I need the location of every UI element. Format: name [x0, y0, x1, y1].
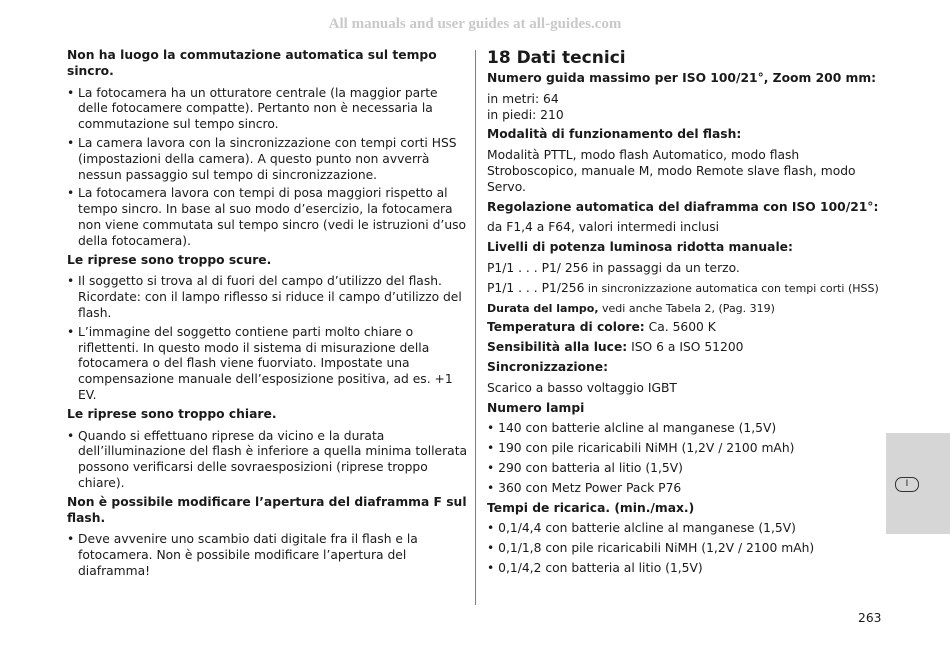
list-item: • Deve avvenire uno scambio dati digitale fra il flash e la fotocamera. Non è possibile modificare l’apertura del diaframma!: [67, 532, 469, 579]
flash-duration-label: Durata del lampo,: [487, 301, 599, 315]
language-tab-badge: I: [895, 477, 919, 492]
list-item: • Il soggetto si trova al di fuori del campo d’utilizzo del flash. Ricordate: con il lampo riflesso si riduce il campo d’utilizzo del flash.: [67, 274, 469, 321]
list-item: • La fotocamera ha un otturatore centrale (la maggior parte delle fotocamere compatte). Pertanto non è necessaria la commutazione sul tempo sincro.: [67, 86, 469, 133]
list-item: • 140 con batterie alcline al manganese (1,5V): [487, 421, 777, 436]
color-temperature-value: Ca. 5600 K: [644, 320, 716, 335]
list-item: • 0,1/1,8 con pile ricaricabili NiMH (1,2V / 2100 mAh): [487, 541, 815, 556]
list-item: • Quando si effettuano riprese da vicino e la durata dell’illuminazione del flash è inferiore a quella minima tollerata possono verificarsi delle sovraesposizioni (riprese troppo chiare).: [67, 429, 469, 492]
page-number: 263: [858, 611, 882, 625]
color-temperature: [487, 320, 879, 336]
section-aperture-list: [67, 532, 469, 579]
guide-number-meters: in metri: 64: [487, 91, 559, 106]
list-item: • La camera lavora con la sincronizzazione con tempi corti HSS (impostazioni della camera). A questo punto non avverrà nessun passaggio sul tempo di sincronizzazione.: [67, 136, 469, 183]
section-sync-list: [67, 86, 469, 250]
section-dark-list: [67, 274, 469, 403]
list-item: • L’immagine del soggetto contiene parti molto chiare o riflettenti. In questo modo il sistema di misurazione della fotocamera o del flash viene fuorviato. Impostate una compensazione manuale dell’esposizione positiva, ad es. +1 EV.: [67, 325, 469, 404]
left-column: [67, 48, 469, 583]
guide-number-heading: Numero guida massimo per ISO 100/21°, Zoom 200 mm:: [487, 71, 877, 85]
list-item: • 290 con batteria al litio (1,5V): [487, 460, 683, 475]
guide-number-feet: in piedi: 210: [487, 107, 564, 122]
power-line-1: P1/1 . . . P1/ 256 in passaggi da un terzo.: [487, 260, 740, 275]
section-title: 18 Dati tecnici: [487, 48, 626, 68]
column-divider: [475, 50, 476, 605]
power-line-2: [487, 281, 879, 297]
watermark: All manuals and user guides at all-guides.com: [328, 16, 622, 32]
flash-count-heading: Numero lampi: [487, 400, 585, 415]
list-item: • 0,1/4,4 con batterie alcline al manganese (1,5V): [487, 521, 796, 536]
recharge-heading: Tempi de ricarica. (min./max.): [487, 500, 695, 515]
section-bright-heading: Le riprese sono troppo chiare.: [67, 406, 277, 421]
aperture-heading: Regolazione automatica del diaframma con ISO 100/21°:: [487, 199, 879, 214]
sync-heading: Sincronizzazione:: [487, 359, 609, 374]
aperture-text: da F1,4 a F64, valori intermedi inclusi: [487, 220, 720, 235]
color-temperature-label: Temperatura di colore:: [487, 320, 645, 335]
flash-duration-text: vedi anche Tabela 2, (Pag. 319): [598, 301, 775, 315]
modes-heading: Modalità di funzionamento del flash:: [487, 127, 742, 142]
list-item: • 0,1/4,2 con batteria al litio (1,5V): [487, 560, 703, 575]
section-sync-heading: Non ha luogo la commutazione automatica sul tempo sincro.: [67, 48, 437, 78]
light-sensitivity-value: ISO 6 a ISO 51200: [627, 340, 744, 355]
section-aperture-heading: Non è possibile modificare l’apertura del diaframma F sul flash.: [67, 494, 467, 525]
power-heading: Livelli di potenza luminosa ridotta manuale:: [487, 240, 793, 255]
section-bright-list: [67, 429, 469, 492]
list-item: • 360 con Metz Power Pack P76: [487, 480, 682, 495]
sync-text: Scarico a basso voltaggio IGBT: [487, 380, 677, 395]
right-column: [487, 48, 879, 581]
list-item: • La fotocamera lavora con tempi di posa maggiori rispetto al tempo sincro. In base al suo modo d’esercizio, la fotocamera non viene commutata sul tempo sincro (vedi le istruzioni d’uso della fotocamera).: [67, 186, 469, 249]
light-sensitivity-label: Sensibilità alla luce:: [487, 340, 628, 355]
power-line-2-range: P1/1 . . . P1/256: [487, 280, 585, 295]
power-line-2-note: in sincronizzazione automatica con tempi corti (HSS): [584, 281, 879, 295]
flash-duration: [487, 301, 879, 317]
light-sensitivity: [487, 340, 879, 356]
list-item: • 190 con pile ricaricabili NiMH (1,2V / 2100 mAh): [487, 441, 795, 456]
modes-text: Modalità PTTL, modo flash Automatico, modo flash Stroboscopico, manuale M, modo Remote slave flash, modo Servo.: [487, 148, 856, 194]
section-dark-heading: Le riprese sono troppo scure.: [67, 252, 272, 267]
